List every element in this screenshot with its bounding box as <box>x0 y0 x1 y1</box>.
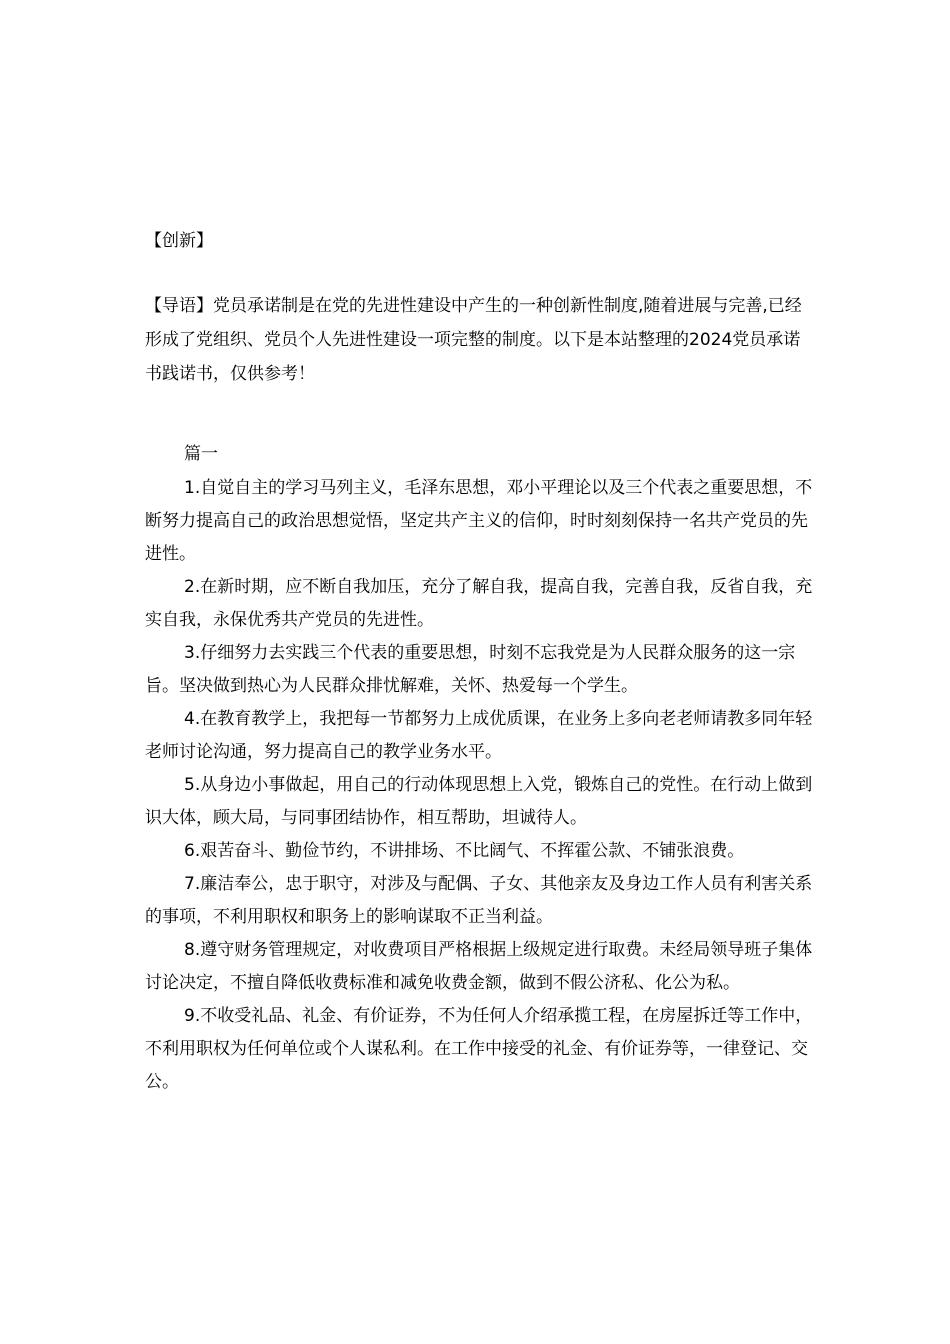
section-title: 篇一 <box>184 444 218 464</box>
commitment-item-5: 5.从身边小事做起，用自己的行动体现思想上入党，锻炼自己的党性。在行动上做到识大体，顾大局，与同事团结协作，相互帮助，坦诚待人。 <box>145 775 813 828</box>
document-heading: 【创新】 <box>145 231 213 251</box>
commitment-item-2: 2.在新时期，应不断自我加压，充分了解自我，提高自我，完善自我，反省自我，充实自我，永保优秀共产党员的先进性。 <box>145 577 813 630</box>
commitment-item-6: 6.艰苦奋斗、勤俭节约，不讲排场、不比阔气、不挥霍公款、不铺张浪费。 <box>184 841 745 861</box>
commitment-item-1: 1.自觉自主的学习马列主义，毛泽东思想，邓小平理论以及三个代表之重要思想，不断努力提高自己的政治思想觉悟，坚定共产主义的信仰，时时刻刻保持一名共产党员的先进性。 <box>145 478 813 564</box>
commitment-item-8: 8.遵守财务管理规定，对收费项目严格根据上级规定进行取费。未经局领导班子集体讨论决定，不擅自降低收费标准和减免收费金额，做到不假公济私、化公为私。 <box>145 940 813 993</box>
commitment-list <box>145 472 815 1099</box>
commitment-item-7: 7.廉洁奉公，忠于职守，对涉及与配偶、子女、其他亲友及身边工作人员有利害关系的事项，不利用职权和职务上的影响谋取不正当利益。 <box>145 874 813 927</box>
commitment-item-9: 9.不收受礼品、礼金、有价证券，不为任何人介绍承揽工程，在房屋拆迁等工作中，不利用职权为任何单位或个人谋私利。在工作中接受的礼金、有价证券等，一律登记、交公。 <box>145 1006 813 1092</box>
commitment-item-4: 4.在教育教学上，我把每一节都努力上成优质课，在业务上多向老老师请教多同年轻老师讨论沟通，努力提高自己的教学业务水平。 <box>145 709 813 762</box>
intro-paragraph: 【导语】党员承诺制是在党的先进性建设中产生的一种创新性制度,随着进展与完善,已经形成了党组织、党员个人先进性建设一项完整的制度。以下是本站整理的2024党员承诺书践诺书，仅供参考！ <box>145 296 802 384</box>
commitment-item-3: 3.仔细努力去实践三个代表的重要思想，时刻不忘我党是为人民群众服务的这一宗旨。坚决做到热心为人民群众排忧解难，关怀、热爱每一个学生。 <box>145 643 796 696</box>
